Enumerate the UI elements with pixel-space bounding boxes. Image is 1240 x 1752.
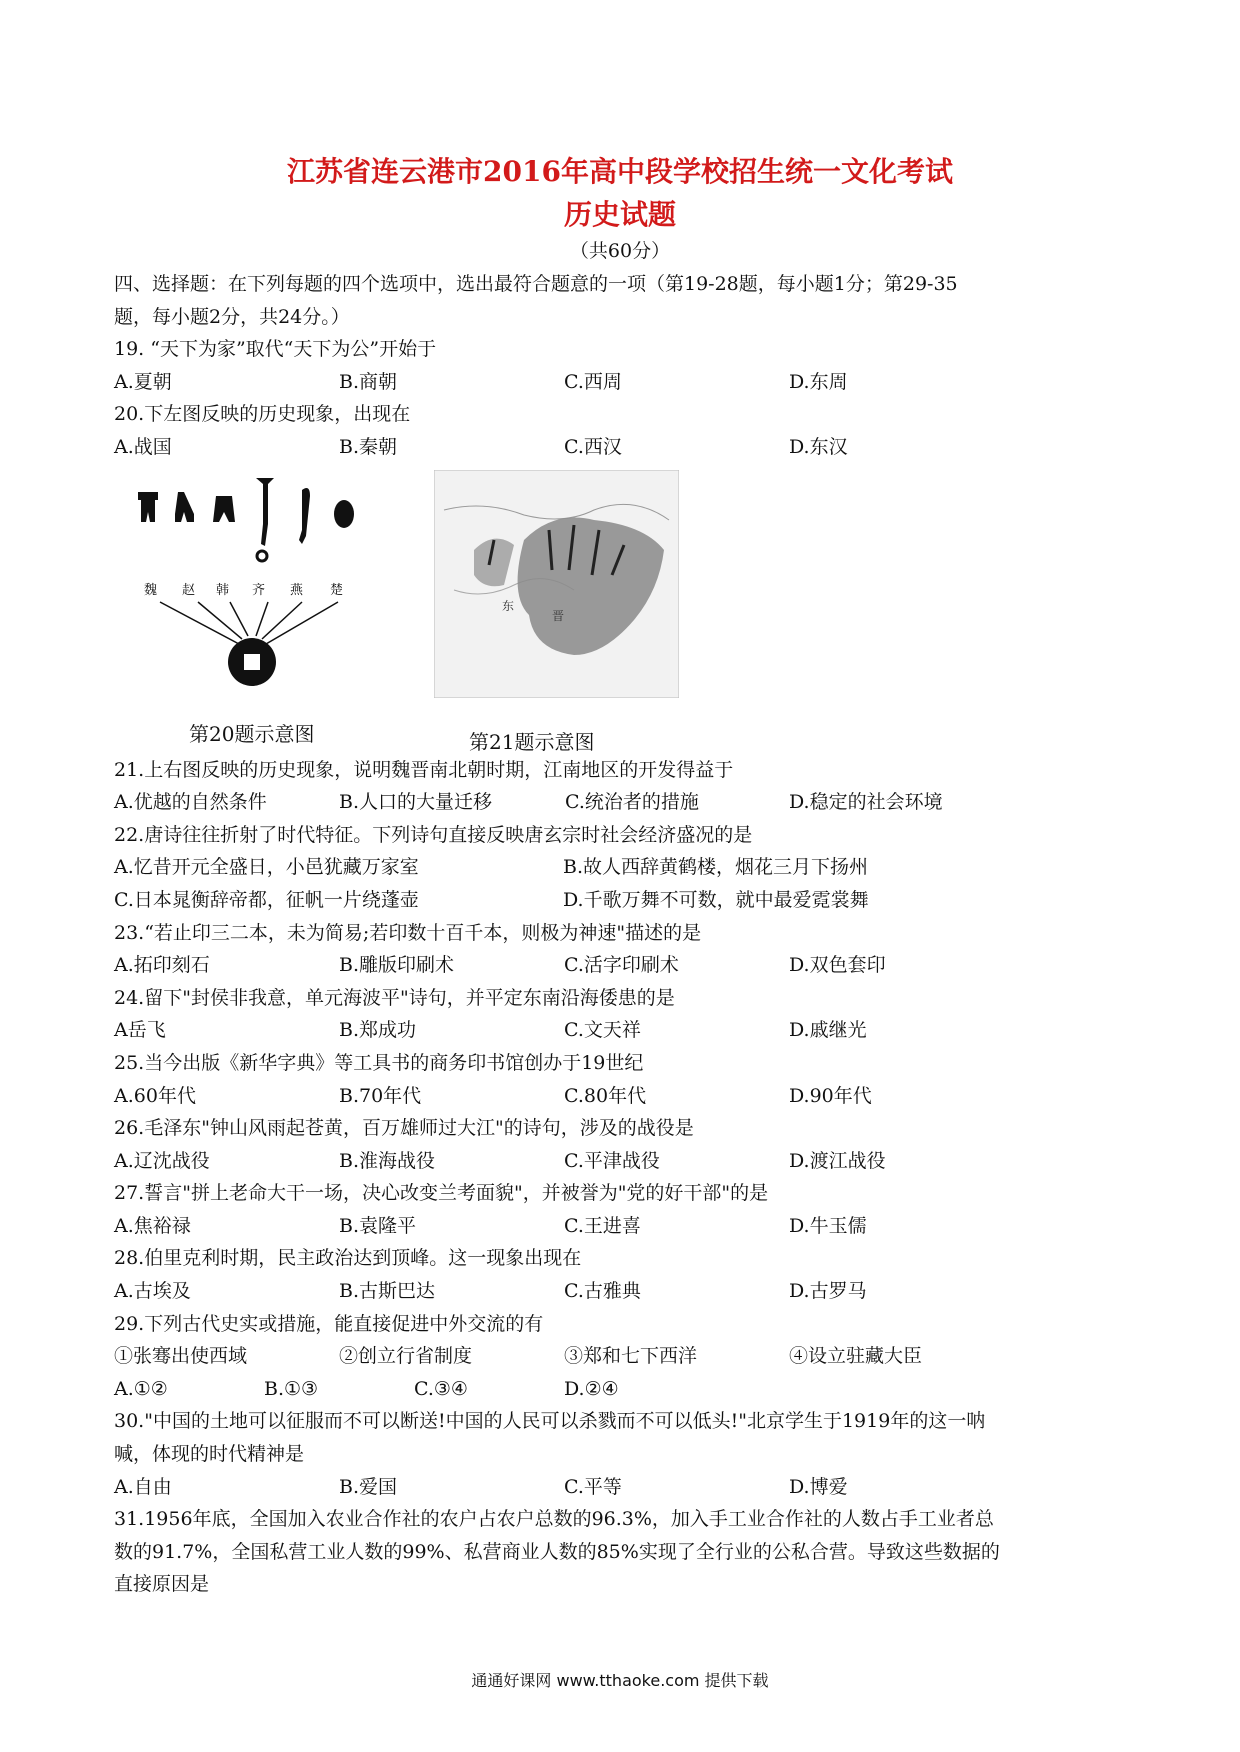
section-intro-cont: 题，每小题2分，共24分。） (114, 305, 350, 328)
option-b: B.淮海战役 (339, 1149, 436, 1172)
statements (114, 1340, 1124, 1373)
options (114, 1080, 1124, 1113)
option-b: B.雕版印刷术 (339, 954, 455, 977)
state-label: 齐 (252, 581, 266, 597)
question-stem: 24.留下"封侯非我意，单元海波平"诗句，并平定东南沿海倭患的是 (114, 986, 675, 1009)
option-d: D.东汉 (789, 435, 848, 458)
option-b: B.爱国 (339, 1475, 398, 1498)
option-c: C.统治者的措施 (565, 791, 699, 814)
question-stem: 26.毛泽东"钟山风雨起苍黄，百万雄师过大江"的诗句，涉及的战役是 (114, 1117, 694, 1140)
state-labels (144, 582, 343, 597)
option-c: C.③④ (414, 1377, 468, 1400)
convergence-lines (160, 602, 338, 644)
statement-1: ①张骞出使西域 (114, 1345, 248, 1368)
option-d: D.戚继光 (789, 1019, 867, 1042)
question-stem: 19. “天下为家”取代“天下为公”开始于 (114, 338, 437, 361)
option-b: B.袁隆平 (339, 1214, 417, 1237)
option-a: A.忆昔开元全盛日，小邑犹藏万家室 (114, 856, 419, 879)
options (114, 1275, 1124, 1308)
options (114, 949, 1124, 982)
question-stem-cont: 喊，体现的时代精神是 (114, 1443, 305, 1466)
option-a: A.焦裕禄 (114, 1214, 191, 1237)
option-d: D.千歌万舞不可数，就中最爱霓裳舞 (563, 888, 869, 911)
question-stem-cont: 直接原因是 (114, 1573, 210, 1596)
option-a: A.优越的自然条件 (114, 791, 267, 814)
question-body (114, 268, 1124, 1601)
options (114, 786, 1124, 819)
question-stem: 22.唐诗往往折射了时代特征。下列诗句直接反映唐玄宗时社会经济盛况的是 (114, 823, 753, 846)
exam-subject: 历史试题 (563, 198, 676, 231)
state-label: 楚 (330, 581, 344, 597)
options (114, 366, 1124, 399)
option-b: B.70年代 (339, 1084, 422, 1107)
options (114, 1014, 1124, 1047)
option-d: D.90年代 (789, 1084, 872, 1107)
total-score: （共60分） (569, 240, 671, 262)
option-d: D.稳定的社会环境 (789, 791, 943, 814)
options (114, 1145, 1124, 1178)
option-a: A岳飞 (114, 1019, 166, 1042)
option-d: D.牛玉儒 (789, 1214, 867, 1237)
option-c: C.活字印刷术 (564, 954, 679, 977)
question-stem: 21.上右图反映的历史现象，说明魏晋南北朝时期，江南地区的开发得益于 (114, 758, 734, 781)
question-stem: 23.“若止印三二本，未为简易;若印数十百千本，则极为神速"描述的是 (114, 921, 702, 944)
option-b: B.古斯巴达 (339, 1280, 436, 1303)
state-label: 燕 (290, 581, 304, 597)
option-b: B.商朝 (339, 370, 398, 393)
option-d: D.双色套印 (789, 954, 886, 977)
question-stem: 25.当今出版《新华字典》等工具书的商务印书馆创办于19世纪 (114, 1051, 644, 1074)
option-a: A.拓印刻石 (114, 954, 210, 977)
options (114, 884, 1124, 917)
question-stem: 30."中国的土地可以征服而不可以断送!中国的人民可以杀戮而不可以低头!"北京学生于1919年的这一呐 (114, 1410, 986, 1433)
statement-4: ④设立驻藏大臣 (789, 1345, 923, 1368)
option-d: D.渡江战役 (789, 1149, 886, 1172)
option-c: C.王进喜 (564, 1214, 641, 1237)
fig21-migration-map (434, 470, 679, 698)
option-d: D.古罗马 (789, 1280, 867, 1303)
map-label: 晋 (552, 608, 565, 623)
question-stem: 20.下左图反映的历史现象，出现在 (114, 403, 411, 426)
option-d: D.②④ (564, 1377, 619, 1400)
option-b: B.故人西辞黄鹤楼，烟花三月下扬州 (563, 856, 869, 879)
option-a: A.自由 (114, 1475, 172, 1498)
section-intro: 四、选择题：在下列每题的四个选项中，选出最符合题意的一项（第19-28题，每小题1分；第29-35 (114, 273, 958, 295)
question-stem: 29.下列古代史实或措施，能直接促进中外交流的有 (114, 1312, 544, 1335)
fig21-caption: 第21题示意图 (469, 729, 595, 754)
option-c: C.日本晁衡辞帝都，征帆一片绕蓬壶 (114, 888, 419, 911)
state-label: 韩 (216, 581, 230, 597)
option-a: A.战国 (114, 435, 172, 458)
option-a: A.夏朝 (114, 370, 172, 393)
option-b: B.郑成功 (339, 1019, 417, 1042)
question-stem: 28.伯里克利时期，民主政治达到顶峰。这一现象出现在 (114, 1247, 582, 1270)
state-label: 魏 (144, 581, 158, 597)
options (114, 431, 1124, 464)
fig20-coins-diagram (124, 474, 384, 709)
option-c: C.80年代 (564, 1084, 647, 1107)
option-a: A.60年代 (114, 1084, 196, 1107)
ancient-coins-icon (138, 478, 354, 561)
figures-row (114, 464, 1124, 754)
option-a: A.①② (114, 1377, 168, 1400)
option-c: C.西汉 (564, 435, 622, 458)
map-label: 东 (502, 598, 515, 613)
option-c: C.文天祥 (564, 1019, 641, 1042)
option-d: D.东周 (789, 370, 848, 393)
option-a: A.辽沈战役 (114, 1149, 210, 1172)
option-d: D.博爱 (789, 1475, 848, 1498)
options (114, 1373, 1124, 1406)
question-stem: 31.1956年底，全国加入农业合作社的农户占农户总数的96.3%，加入手工业合作社的人数占手工业者总 (114, 1508, 994, 1531)
footer-credit: 通通好课网 www.tthaoke.com 提供下载 (471, 1671, 769, 1690)
option-c: C.平津战役 (564, 1149, 660, 1172)
options (114, 1471, 1124, 1504)
options (114, 851, 1124, 884)
option-a: A.古埃及 (114, 1280, 191, 1303)
fig20-caption: 第20题示意图 (189, 721, 315, 746)
option-b: B.秦朝 (339, 435, 398, 458)
banliang-coin-icon (228, 638, 276, 686)
option-c: C.西周 (564, 370, 622, 393)
statement-3: ③郑和七下西洋 (564, 1345, 698, 1368)
option-b: B.①③ (264, 1377, 319, 1400)
option-c: C.平等 (564, 1475, 622, 1498)
exam-title: 江苏省连云港市2016年高中段学校招生统一文化考试 (287, 155, 953, 188)
question-stem-cont: 数的91.7%，全国私营工业人数的99%、私营商业人数的85%实现了全行业的公私合营。导致这些数据的 (114, 1540, 1000, 1563)
options (114, 1210, 1124, 1243)
question-stem: 27.誓言"拼上老命大干一场，决心改变兰考面貌"，并被誉为"党的好干部"的是 (114, 1182, 769, 1205)
statement-2: ②创立行省制度 (339, 1345, 473, 1368)
state-label: 赵 (182, 581, 196, 597)
option-c: C.古雅典 (564, 1280, 641, 1303)
option-b: B.人口的大量迁移 (339, 791, 493, 814)
